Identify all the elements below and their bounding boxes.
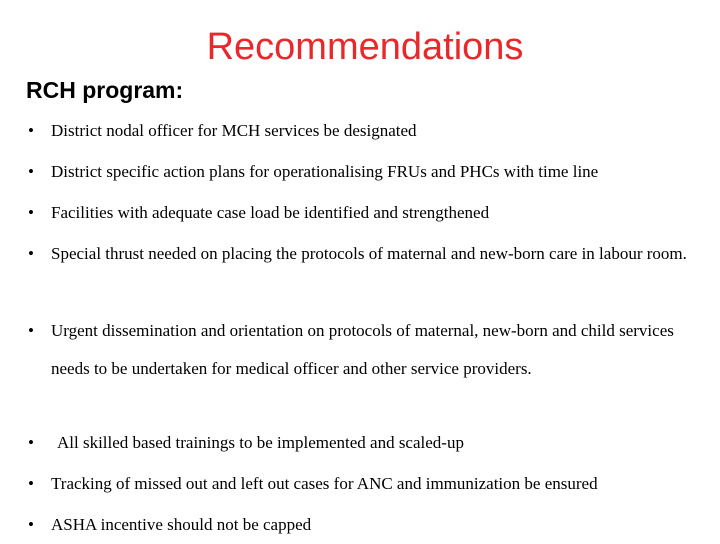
section-heading: RCH program:: [26, 77, 184, 103]
list-item-text: Tracking of missed out and left out cases for ANC and immunization be ensured: [51, 474, 598, 493]
slide-title: Recommendations: [206, 26, 524, 68]
list-item-text: District specific action plans for operationalising FRUs and PHCs with time line: [51, 162, 599, 181]
list-item-text: District nodal officer for MCH services be designated: [51, 121, 417, 140]
list-item-text: Facilities with adequate case load be identified and strengthened: [51, 203, 490, 222]
list-item-text: Special thrust needed on placing the protocols of maternal and new-born care in labour room.: [51, 244, 687, 263]
bullet-icon: •: [28, 321, 34, 340]
bullet-icon: •: [28, 121, 34, 140]
list-item-text: Urgent dissemination and orientation on protocols of maternal, new-born and child services needs to be undertaken for medical officer and other service providers.: [51, 321, 674, 378]
list-item-text: ASHA incentive should not be capped: [51, 515, 312, 534]
bullet-icon: •: [28, 433, 34, 452]
bullet-icon: •: [28, 244, 34, 263]
bullet-icon: •: [28, 515, 34, 534]
bullet-icon: •: [28, 162, 34, 181]
list-item-text: All skilled based trainings to be implemented and scaled-up: [57, 433, 464, 452]
bullet-icon: •: [28, 203, 34, 222]
bullet-icon: •: [28, 474, 34, 493]
